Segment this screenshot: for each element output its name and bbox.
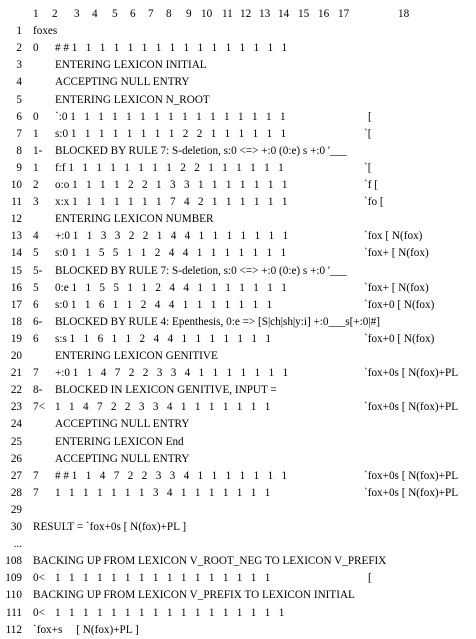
column-number: 16 [318, 8, 330, 20]
line-number: 19 [10, 332, 22, 345]
line-number: 14 [10, 247, 22, 260]
trace-line [0, 314, 476, 331]
state-vector: s:0 1 1 1 1 1 1 1 1 2 2 1 1 1 1 1 1 [55, 127, 287, 140]
result-so-far: `fox [ N(fox) [364, 230, 423, 243]
state-vector: x:x 1 1 1 1 1 1 1 7 4 2 1 1 1 1 1 1 [55, 196, 288, 209]
state-vector: o:o 1 1 1 1 2 2 1 3 3 1 1 1 1 1 1 1 [55, 179, 288, 191]
result-so-far: [ [368, 110, 372, 123]
line-number: 7 [16, 127, 22, 140]
trace-line [0, 502, 476, 519]
state-marker: 4 [33, 230, 39, 243]
result-so-far: `fo [ [364, 196, 384, 209]
line-number: 22 [10, 384, 22, 397]
result-so-far: `fox+0s [ N(fox)+PL [364, 367, 459, 380]
trace-line [0, 297, 476, 314]
line-number: 3 [16, 59, 22, 72]
state-marker: 5 [33, 247, 39, 260]
trace-text: BACKING UP FROM LEXICON V_ROOT_NEG TO LEXICON V_PREFIX [33, 555, 387, 568]
trace-text: ACCEPTING NULL ENTRY [55, 418, 190, 431]
trace-line [0, 485, 476, 502]
line-number: 11 [11, 196, 22, 209]
state-marker: 5- [33, 264, 43, 277]
line-number: 2 [16, 42, 22, 55]
trace-text: ACCEPTING NULL ENTRY [55, 76, 190, 89]
column-number: 5 [112, 8, 118, 20]
result-so-far: [ [368, 572, 372, 585]
result-so-far: `fox+ [ N(fox) [364, 247, 429, 260]
trace-text: BACKING UP FROM LEXICON V_PREFIX TO LEXICON INITIAL [33, 589, 355, 602]
trace-text: RESULT = `fox+0s [ N(fox)+PL ] [33, 521, 187, 533]
trace-text: ENTERING LEXICON GENITIVE [55, 350, 218, 362]
state-vector: f:f 1 1 1 1 1 1 1 1 2 2 1 1 1 1 1 1 [55, 161, 284, 174]
column-number: 13 [259, 8, 271, 20]
line-number: 4 [16, 76, 22, 89]
column-number: 1 [33, 8, 39, 20]
state-marker: 3 [33, 196, 39, 209]
line-number: 30 [10, 521, 22, 533]
line-number: 13 [10, 230, 22, 243]
state-vector: # # 1 1 4 7 2 2 3 3 4 1 1 1 1 1 1 1 [55, 469, 288, 482]
trace-line [0, 553, 476, 570]
column-number: 6 [130, 8, 136, 20]
line-number: 108 [5, 555, 22, 568]
state-marker: 6- [33, 315, 43, 328]
blocked-message: BLOCKED IN LEXICON GENITIVE, INPUT = [55, 384, 277, 397]
trace-line [0, 194, 476, 211]
trace-text: ENTERING LEXICON End [55, 435, 184, 448]
result-so-far: `fox+ [ N(fox) [364, 281, 429, 294]
trace-text: ENTERING LEXICON N_ROOT [55, 93, 210, 106]
line-number: ... [13, 538, 22, 551]
state-vector: s:0 1 1 5 5 1 1 2 4 4 1 1 1 1 1 1 1 [55, 247, 287, 260]
line-number: 16 [10, 281, 22, 294]
line-number: 18 [10, 315, 22, 328]
trace-line [0, 126, 476, 143]
trace-line [0, 280, 476, 297]
trace-line [0, 331, 476, 348]
state-marker: 7 [33, 469, 39, 482]
result-so-far: `f [ [364, 179, 378, 191]
state-vector: 0:e 1 1 5 5 1 1 2 4 4 1 1 1 1 1 1 1 [55, 281, 287, 294]
state-marker: 6 [33, 298, 39, 311]
line-number: 15 [10, 264, 22, 277]
state-vector: # # 1 1 1 1 1 1 1 1 1 1 1 1 1 1 1 1 [55, 42, 288, 55]
line-number: 112 [5, 623, 22, 636]
line-number: 110 [5, 589, 22, 602]
state-vector: s:s 1 1 6 1 1 2 4 4 1 1 1 1 1 1 1 [55, 332, 271, 345]
input-word: foxes [33, 25, 58, 38]
trace-line [0, 211, 476, 228]
trace-line [0, 416, 476, 433]
state-marker: 0< [33, 572, 45, 585]
state-marker: 2 [33, 179, 39, 191]
trace-line [0, 245, 476, 262]
trace-text: ENTERING LEXICON INITIAL [55, 59, 207, 72]
result-so-far: `fox+0 [ N(fox) [364, 298, 435, 311]
trace-line [0, 143, 476, 160]
trace-line [0, 434, 476, 451]
state-marker: 7 [33, 486, 39, 499]
result-so-far: `[ [364, 161, 372, 174]
line-number: 109 [5, 572, 22, 585]
trace-text: ENTERING LEXICON NUMBER [55, 213, 214, 226]
result-so-far: `fox+0 [ N(fox) [364, 332, 435, 345]
state-marker: 1 [33, 127, 39, 140]
trace-line [0, 177, 476, 194]
trace-text: ACCEPTING NULL ENTRY [55, 452, 190, 465]
trace-line [0, 109, 476, 126]
line-number: 29 [10, 503, 22, 516]
blocked-message: BLOCKED BY RULE 4: Epenthesis, 0:e => [S|ch|sh|y:i] +:0___s[+:0|#] [55, 315, 380, 328]
line-number: 27 [10, 469, 22, 482]
result-so-far: `[ [364, 127, 372, 140]
line-number: 9 [16, 161, 22, 174]
trace-line [0, 92, 476, 109]
column-number: 15 [298, 8, 310, 20]
state-vector: s:0 1 1 6 1 1 2 4 4 1 1 1 1 1 1 1 [55, 298, 273, 311]
column-number: 10 [201, 8, 213, 20]
state-vector: 1 1 1 1 1 1 1 3 4 1 1 1 1 1 1 1 [55, 486, 271, 499]
blocked-message: BLOCKED BY RULE 7: S-deletion, s:0 <=> +:0 (0:e) s +:0 '___ [55, 264, 347, 277]
state-marker: 1 [33, 161, 39, 174]
line-number: 26 [10, 452, 22, 465]
line-number: 5 [16, 93, 22, 106]
column-number: 8 [166, 8, 172, 20]
state-marker: 8- [33, 384, 43, 397]
line-number: 23 [10, 401, 22, 414]
column-number: 17 [338, 8, 350, 20]
trace-line [0, 365, 476, 382]
line-number: 6 [16, 110, 22, 123]
line-number: 10 [10, 179, 22, 191]
column-number: 11 [222, 8, 233, 20]
trace-line [0, 587, 476, 604]
trace-line [0, 519, 476, 536]
state-marker: 6 [33, 332, 39, 345]
trace-line [0, 570, 476, 587]
line-number: 1 [16, 25, 22, 38]
trace-line [0, 57, 476, 74]
line-number: 17 [10, 298, 22, 311]
state-marker: 7 [33, 367, 39, 380]
column-number: 9 [186, 8, 192, 20]
state-marker: 0 [33, 110, 39, 123]
line-number: 12 [10, 213, 22, 226]
state-marker: 7< [33, 401, 45, 414]
line-number: 24 [10, 418, 22, 431]
line-number: 8 [16, 144, 22, 157]
line-number: 21 [10, 367, 22, 380]
trace-line [0, 605, 476, 622]
state-vector: +:0 1 1 4 7 2 2 3 3 4 1 1 1 1 1 1 1 [55, 367, 289, 380]
state-vector: `:0 1 1 1 1 1 1 1 1 1 1 1 1 1 1 1 1 [55, 110, 286, 123]
trace-line [0, 160, 476, 177]
state-vector: +:0 1 1 3 3 2 2 1 4 4 1 1 1 1 1 1 1 [55, 230, 289, 243]
trace-line [0, 451, 476, 468]
result-so-far: `fox+0s [ N(fox)+PL [364, 401, 459, 414]
state-vector: 1 1 1 1 1 1 1 1 1 1 1 1 1 1 1 1 [55, 572, 271, 585]
trace-line [0, 536, 476, 553]
column-number: 3 [74, 8, 80, 20]
state-marker: 0< [33, 606, 45, 619]
result-so-far: `fox+0s [ N(fox)+PL [364, 469, 459, 482]
state-vector: 1 1 1 1 1 1 1 1 1 1 1 1 1 1 1 1 1 [55, 606, 285, 619]
line-number: 28 [10, 486, 22, 499]
trace-line [0, 382, 476, 399]
trace-line [0, 348, 476, 365]
trace-line [0, 263, 476, 280]
trace-line [0, 468, 476, 485]
trace-line [0, 622, 476, 639]
trace-line [0, 23, 476, 40]
trace-text: `fox+s [ N(fox)+PL ] [33, 623, 139, 636]
result-so-far: `fox+0s [ N(fox)+PL [364, 486, 459, 499]
line-number: 25 [10, 435, 22, 448]
trace-line [0, 74, 476, 91]
column-number: 14 [278, 8, 290, 20]
column-number: 18 [398, 8, 410, 20]
state-marker: 5 [33, 281, 39, 294]
column-header-row [0, 6, 476, 23]
trace-line [0, 40, 476, 57]
trace-line [0, 228, 476, 245]
trace-line [0, 399, 476, 416]
column-number: 2 [52, 8, 58, 20]
state-marker: 0 [33, 42, 39, 55]
line-number: 111 [6, 606, 22, 619]
blocked-message: BLOCKED BY RULE 7: S-deletion, s:0 <=> +:0 (0:e) s +:0 '___ [55, 144, 347, 157]
column-number: 4 [92, 8, 98, 20]
line-number: 20 [10, 350, 22, 362]
state-marker: 1- [33, 144, 43, 157]
column-number: 12 [240, 8, 252, 20]
column-number: 7 [148, 8, 154, 20]
state-vector: 1 1 4 7 2 2 3 3 4 1 1 1 1 1 1 1 [55, 401, 271, 414]
